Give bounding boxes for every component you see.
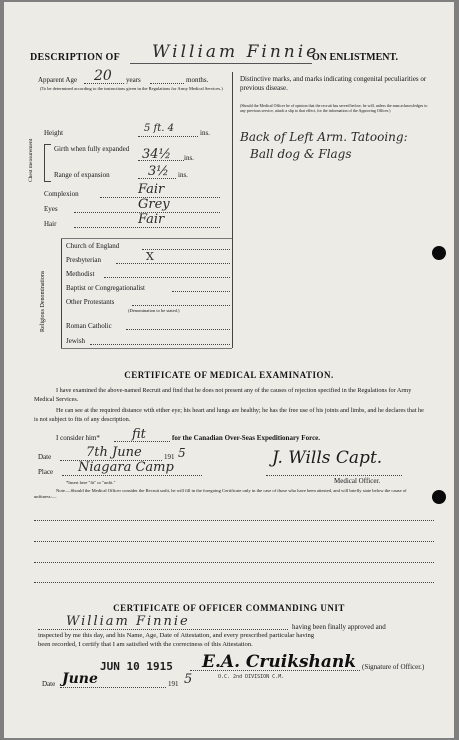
expansion-value: 3½ — [148, 164, 169, 179]
age-months-label: months. — [186, 76, 209, 84]
hair-value: Fair — [138, 212, 165, 227]
description-label: DESCRIPTION OF — [30, 52, 121, 63]
officer-recruit-name: William Finnie — [66, 614, 190, 629]
religion-group-label: Religious Denominations — [40, 270, 46, 332]
officer-date-value: June — [62, 671, 98, 687]
medical-date-value: 7th June — [86, 445, 142, 460]
distinctive-marks-entry-line1: Back of Left Arm. Tatooing: — [240, 130, 408, 144]
age-years-label: years — [126, 76, 141, 84]
religion-label-jewish: Jewish — [66, 337, 86, 345]
medical-date-year-value: 5 — [178, 446, 186, 460]
consider-post-text: for the Canadian Over-Seas Expeditionary Force. — [172, 434, 321, 442]
complexion-value: Fair — [138, 182, 165, 197]
distinctive-marks-title: Distinctive marks, and marks indicating congenital peculiarities or previous disease. — [240, 75, 427, 92]
height-value: 5 ft. 4 — [144, 123, 174, 134]
officer-date-year-prefix: 191 — [168, 680, 179, 688]
punch-hole-lower — [432, 490, 446, 504]
girth-unit: ins. — [184, 154, 194, 162]
age-note: (To be determined according to the instructions given in the Regulations for Army Medical Services.) — [40, 86, 223, 91]
punch-hole-upper — [432, 246, 446, 260]
recruit-name: William Finnie — [152, 42, 320, 62]
eyes-label: Eyes — [44, 205, 58, 213]
officer-line-3: been recorded, I certify that I am satisfied with the correctness of this Attestation. — [38, 641, 253, 648]
officer-signature: E.A. Cruikshank — [202, 652, 357, 672]
distinctive-marks-note: (Should the Medical Officer be of opinion that the recruit has served before, he will, unless the man acknowledges to any previous service, attach a slip to that effect, for the information of the Approving Officer.) — [240, 103, 428, 113]
consider-label: I consider him* — [56, 434, 100, 442]
height-unit: ins. — [200, 129, 210, 137]
hair-label: Hair — [44, 220, 57, 228]
medical-certificate-title: CERTIFICATE OF MEDICAL EXAMINATION. — [124, 370, 334, 380]
religion-mark-presbyterian: X — [146, 250, 154, 263]
attestation-page — [4, 2, 454, 738]
medical-date-label: Date — [38, 453, 52, 461]
girth-value: 34½ — [142, 147, 172, 162]
officer-date-label: Date — [42, 680, 56, 688]
expansion-label: Range of expansion — [54, 171, 110, 179]
officer-date-year-value: 5 — [184, 672, 193, 687]
on-enlistment-label: ON ENLISTMENT. — [312, 52, 398, 63]
height-label: Height — [44, 129, 64, 137]
medical-paragraph-2: He can see at the required distance with either eye; his heart and lungs are healthy; he has the free use of his joints and limbs, and he declares that he is not subject to fits of any description. — [34, 407, 424, 423]
distinctive-marks-entry-line2: Ball dog & Flags — [250, 147, 352, 161]
religion-label-methodist: Methodist — [66, 270, 95, 278]
officer-certificate-title: CERTIFICATE OF OFFICER COMMANDING UNIT — [113, 603, 345, 613]
medical-officer-signature: J. Wills Capt. — [272, 448, 383, 468]
chest-group-label: Chest measurement — [28, 138, 34, 182]
age-label: Apparent Age — [38, 76, 78, 84]
expansion-unit: ins. — [178, 171, 188, 179]
insert-footnote: *Insert here "fit" or "unfit." — [66, 480, 116, 485]
religion-label-other-protestants: Other Protestants — [66, 298, 115, 306]
medical-officer-label: Medical Officer. — [334, 477, 381, 485]
religion-label-church-of-england: Church of England — [66, 242, 120, 250]
religion-label-roman-catholic: Roman Catholic — [66, 322, 112, 330]
eyes-value: Grey — [138, 197, 170, 212]
girth-label: Girth when fully expanded — [54, 145, 130, 153]
officer-signature-label: (Signature of Officer.) — [362, 663, 425, 671]
officer-line-2: inspected by me this day, and his Name, Age, Date of Attestation, and every prescribed particular having — [38, 632, 315, 639]
medical-place-value: Niagara Camp — [78, 460, 174, 475]
consider-value: fit — [132, 427, 146, 442]
officer-text-after-name: having been finally approved and — [292, 623, 386, 631]
medical-paragraph-1: I have examined the above-named Recruit and find that he does not present any of the causes of rejection specified in the Regulations for Army Medical Services. — [34, 387, 412, 403]
denomination-note: (Denomination to be stated.) — [128, 308, 180, 313]
religion-label-presbyterian: Presbyterian — [66, 256, 101, 264]
complexion-label: Complexion — [44, 190, 79, 198]
officer-stamp-text: O.C. 2nd DIVISION C.M. — [218, 674, 285, 680]
religion-label-baptist: Baptist or Congregationalist — [66, 284, 145, 292]
unfit-note: Note.—Should the Medical Officer consider the Recruit unfit, he will fill in the foregoing Certificate only in the case of those who have been attested, and will briefly state below the cause of unfitness:— — [34, 488, 407, 499]
medical-date-year-prefix: 191 — [164, 453, 175, 461]
medical-place-label: Place — [38, 468, 54, 476]
officer-date-stamp: JUN 10 1915 — [100, 660, 173, 673]
age-years-value: 20 — [94, 68, 112, 84]
